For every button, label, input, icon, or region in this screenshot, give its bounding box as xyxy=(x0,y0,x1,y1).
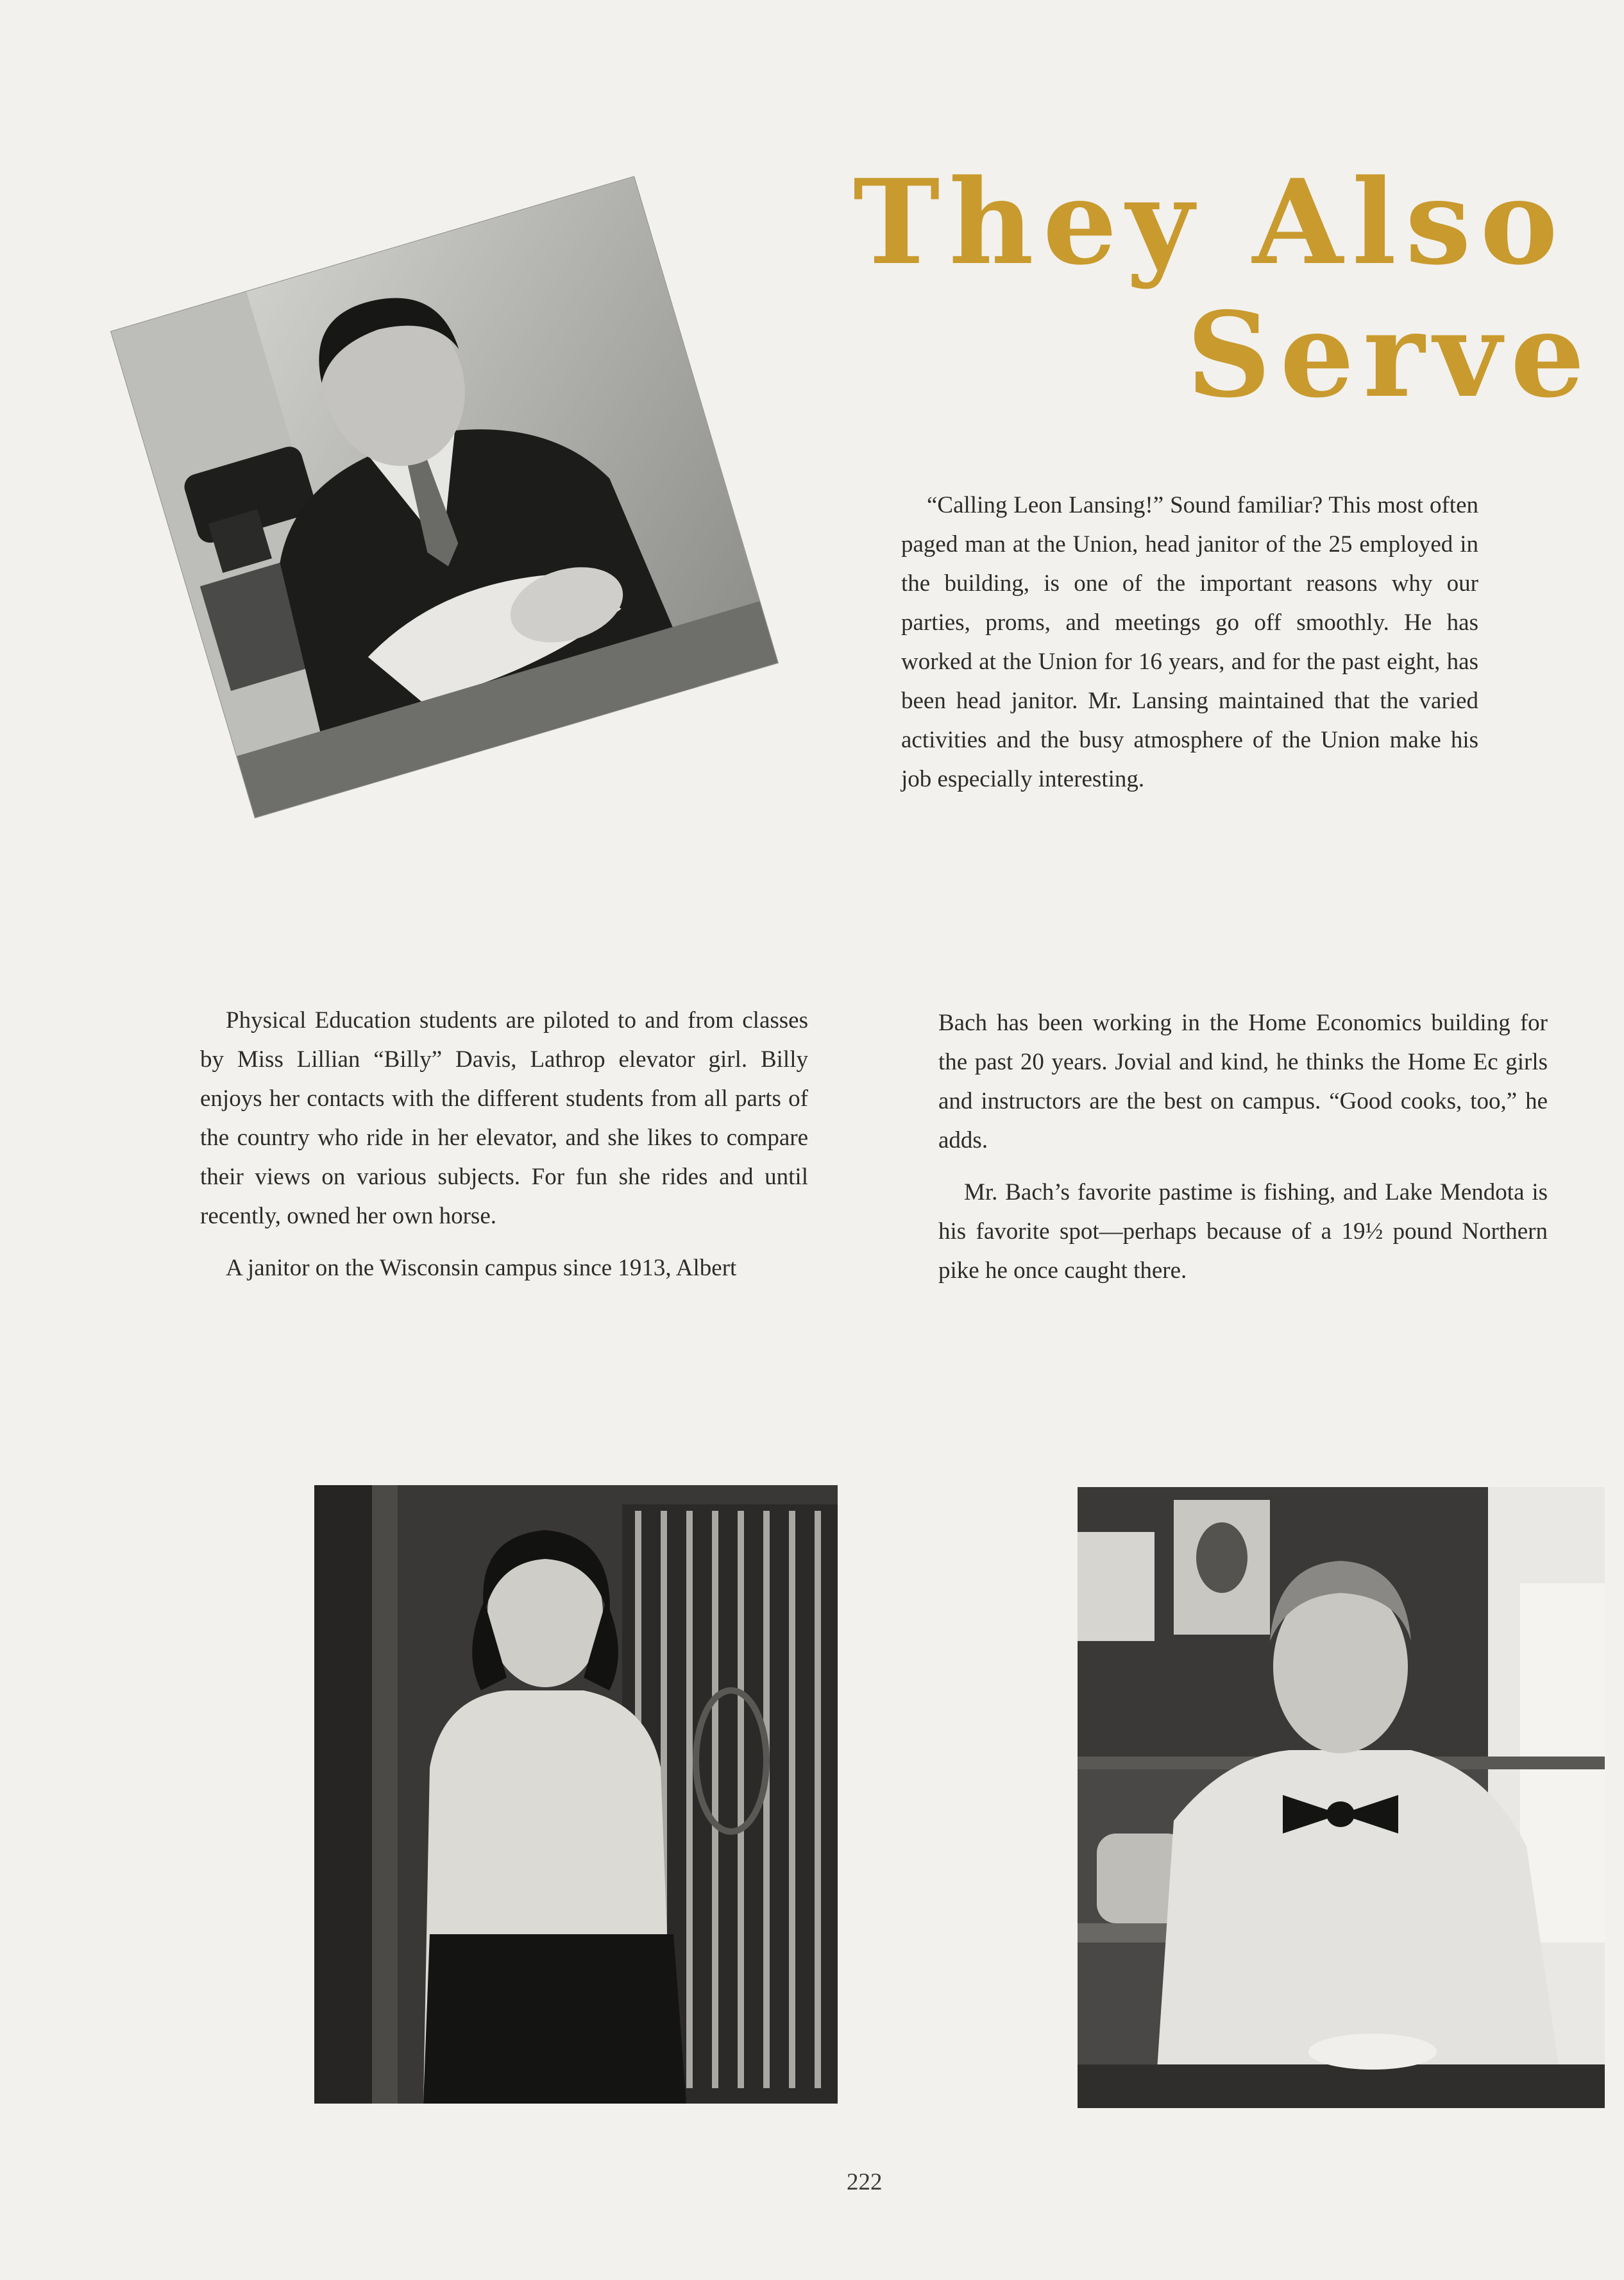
left-paragraph-davis: Physical Education students are piloted to and from classes by Miss Lillian “Billy” Davis, Lathrop elevator girl. Billy enjoys her contacts with the different students from all parts of the country who ride in her elevator, and she likes to compare their views on various subjects. For fun she rides and until recently, owned her own horse. xyxy=(200,1007,808,1229)
intro-text: “Calling Leon Lansing!” Sound familiar? This most often paged man at the Union, head janitor of the 25 employed in the building, is one of the important reasons why our parties, proms, and meetings go off smoothly. He has worked at the Union for 16 years, and for the past eight, has been head janitor. Mr. Lansing maintained that the varied activities and the busy atmosphere of the Union make his job especially interesting. xyxy=(901,492,1478,792)
right-paragraph-fishing: Mr. Bach’s favorite pastime is fishing, and Lake Mendota is his favorite spot—perhaps because of a 19½ pound Northern pike he once caught there. xyxy=(938,1179,1548,1284)
right-column xyxy=(938,1003,1548,1290)
left-paragraph-bach-start: A janitor on the Wisconsin campus since 1913, Albert xyxy=(226,1255,737,1281)
title-line-1: They Also xyxy=(853,153,1567,291)
page-number: 222 xyxy=(847,2169,883,2195)
right-paragraph-bach-cont: Bach has been working in the Home Economics building for the past 20 years. Jovial and kind, he thinks the Home Ec girls and instructors are the best on campus. “Good cooks, too,” he adds. xyxy=(938,1010,1548,1153)
intro-paragraph-lansing xyxy=(901,486,1478,799)
photo-lillian-davis xyxy=(314,1485,838,2104)
photo-albert-bach xyxy=(1078,1487,1605,2108)
left-column xyxy=(200,1001,808,1288)
photo-leon-lansing xyxy=(111,177,777,818)
title-line-2: Serve xyxy=(1187,286,1594,423)
